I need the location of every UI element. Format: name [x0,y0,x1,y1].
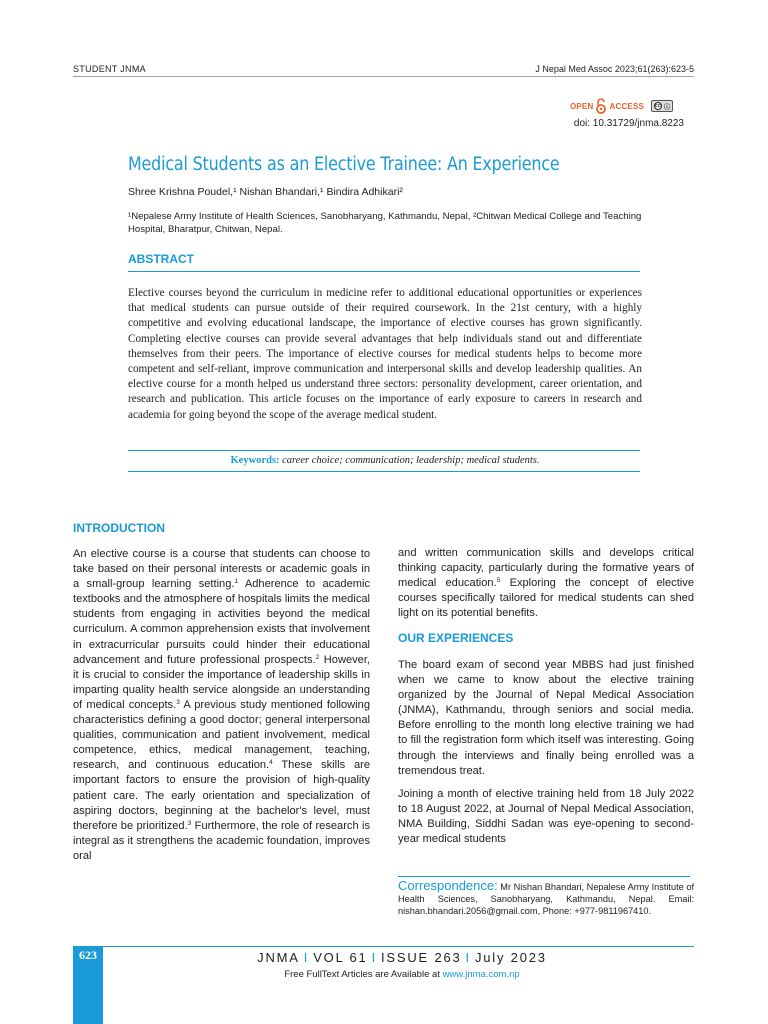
correspondence-note [398,880,694,917]
abstract-heading: ABSTRACT [128,252,194,266]
keywords-line [128,455,642,466]
author-list: Shree Krishna Poudel,¹ Nishan Bhandari,¹ Bindira Adhikari² [128,186,403,198]
abstract-text: Elective courses beyond the curriculum in medicine refer to additional educational opportunities or experiences that medical students can pursue outside of their required coursework. In the 21st century, with a highly competitive and evolving educational landscape, the importance of elective courses has grown significantly. Completing elective courses can provide several advantages that help individuals stand out and differentiate themselves from their peers. The importance of elective courses for medical students helps to become more competent and self-reliant, improve communication and interpersonal skills and develop leadership qualities. An elective course for a month helped us understand three sectors: personality development, career orientation, and research and publication. This article focuses on the importance of early exposure to careers in research and academia for going beyond the scope of the average medical student. [128,287,642,421]
page-number: 623 [79,948,97,962]
header-divider [73,76,694,77]
affiliations: ¹Nepalese Army Institute of Health Sciences, Sanobharyang, Kathmandu, Nepal, ²Chitwan Medical College and Teaching Hospital, Bharatpur, Chitwan, Nepal. [128,211,642,235]
journal-website-link[interactable]: www.jnma.com.np [442,969,520,980]
footer-rule [73,946,694,947]
running-head-citation: J Nepal Med Assoc 2023;61(263):623-5 [535,64,694,74]
correspondence-label: Correspondence: [398,878,498,893]
experiences-heading: OUR EXPERIENCES [398,631,514,645]
keywords-label: Keywords: [230,455,280,466]
keywords-text: career choice; communication; leadership; medical students. [282,455,540,466]
doi-link[interactable]: doi: 10.31729/jnma.8223 [573,118,684,129]
abstract-rule-top [128,271,640,272]
open-access-lock-icon [595,98,607,114]
correspondence-rule [398,876,690,877]
right-column-intro [398,546,694,629]
access-label: ACCESS [609,101,645,111]
introduction-heading: INTRODUCTION [73,521,165,535]
right-column-experiences [398,658,694,855]
running-head-section: STUDENT JNMA [73,64,146,74]
keywords-rule-bottom [128,471,640,472]
intro-paragraph: An elective course is a course that students can choose to take based on their personal interests or academic goals in a small-group learning setting.$^1$ Adherence to academic textbooks and the atmosphere of hospitals limits the medical students from engaging in activities beyond the medical curriculum. A common apprehension exists that involvement in extracurricular pursuits could hinder their educational advancement and future professional prospects.$^2$ However, it is crucial to consider the importance of leadership skills in imparting quality health service alongside an understanding of medical concepts.$^3$ A previous study mentioned following characteristics defining a good doctor; general interpersonal qualities, communication and patient involvement, medical competence, ethics, medical management, teaching, research, and continuous education.$^4$ These skills are important factors to ensure the provision of high-quality patient care. The early orientation and specialization of aspiring doctors, beginning at the bachelor's level, must therefore be prioritized.$^3$ Furthermore, the role of research is integral as it strengthens the academic foundation, improves oral [73,548,371,862]
experiences-paragraph-2: Joining a month of elective training held from 18 July 2022 to 18 August 2022, at Journal of Nepal Medical Association, NMA Building, Siddhi Sadan was eye-opening to second-year medical students [398,787,694,846]
intro-paragraph-continued: and written communication skills and develops critical thinking capacity, particularly during the formative years of medical education.$^5$ Exploring the concept of elective courses specifically tailored for medical students can shed light on its potential benefits. [398,547,694,620]
footer-availability: Free FullText Articles are Available at www.jnma.com.np [284,969,520,980]
experiences-paragraph-1: The board exam of second year MBBS had just finished when we came to know about the elective training organized by the Journal of Nepal Medical Association (JNMA), Kathmandu, through seniors and social media. Before enrolling to the month long elective training we had to fill the registration form which itself was interesting. Going through the interviews and finally being enrolled was a tremendous treat. [398,659,694,777]
keywords-rule-top [128,450,640,451]
creative-commons-icon: cc ⓘ [651,100,673,112]
left-column [73,547,370,872]
article-title: Medical Students as an Elective Trainee: An Experience [128,154,560,175]
correspondence-text: Mr Nishan Bhandari, Nepalese Army Institute of Health Sciences, Sanobharyang, Kathmandu, Nepal. Email: nishan.bhandari.2056@gmail.com, Phone: +977-9811967410. [398,882,694,916]
open-access-badge [570,98,673,114]
open-label: OPEN [570,101,594,111]
footer-journal-line: JNMA I VOL 61 I ISSUE 263 I July 2023 [257,950,547,965]
